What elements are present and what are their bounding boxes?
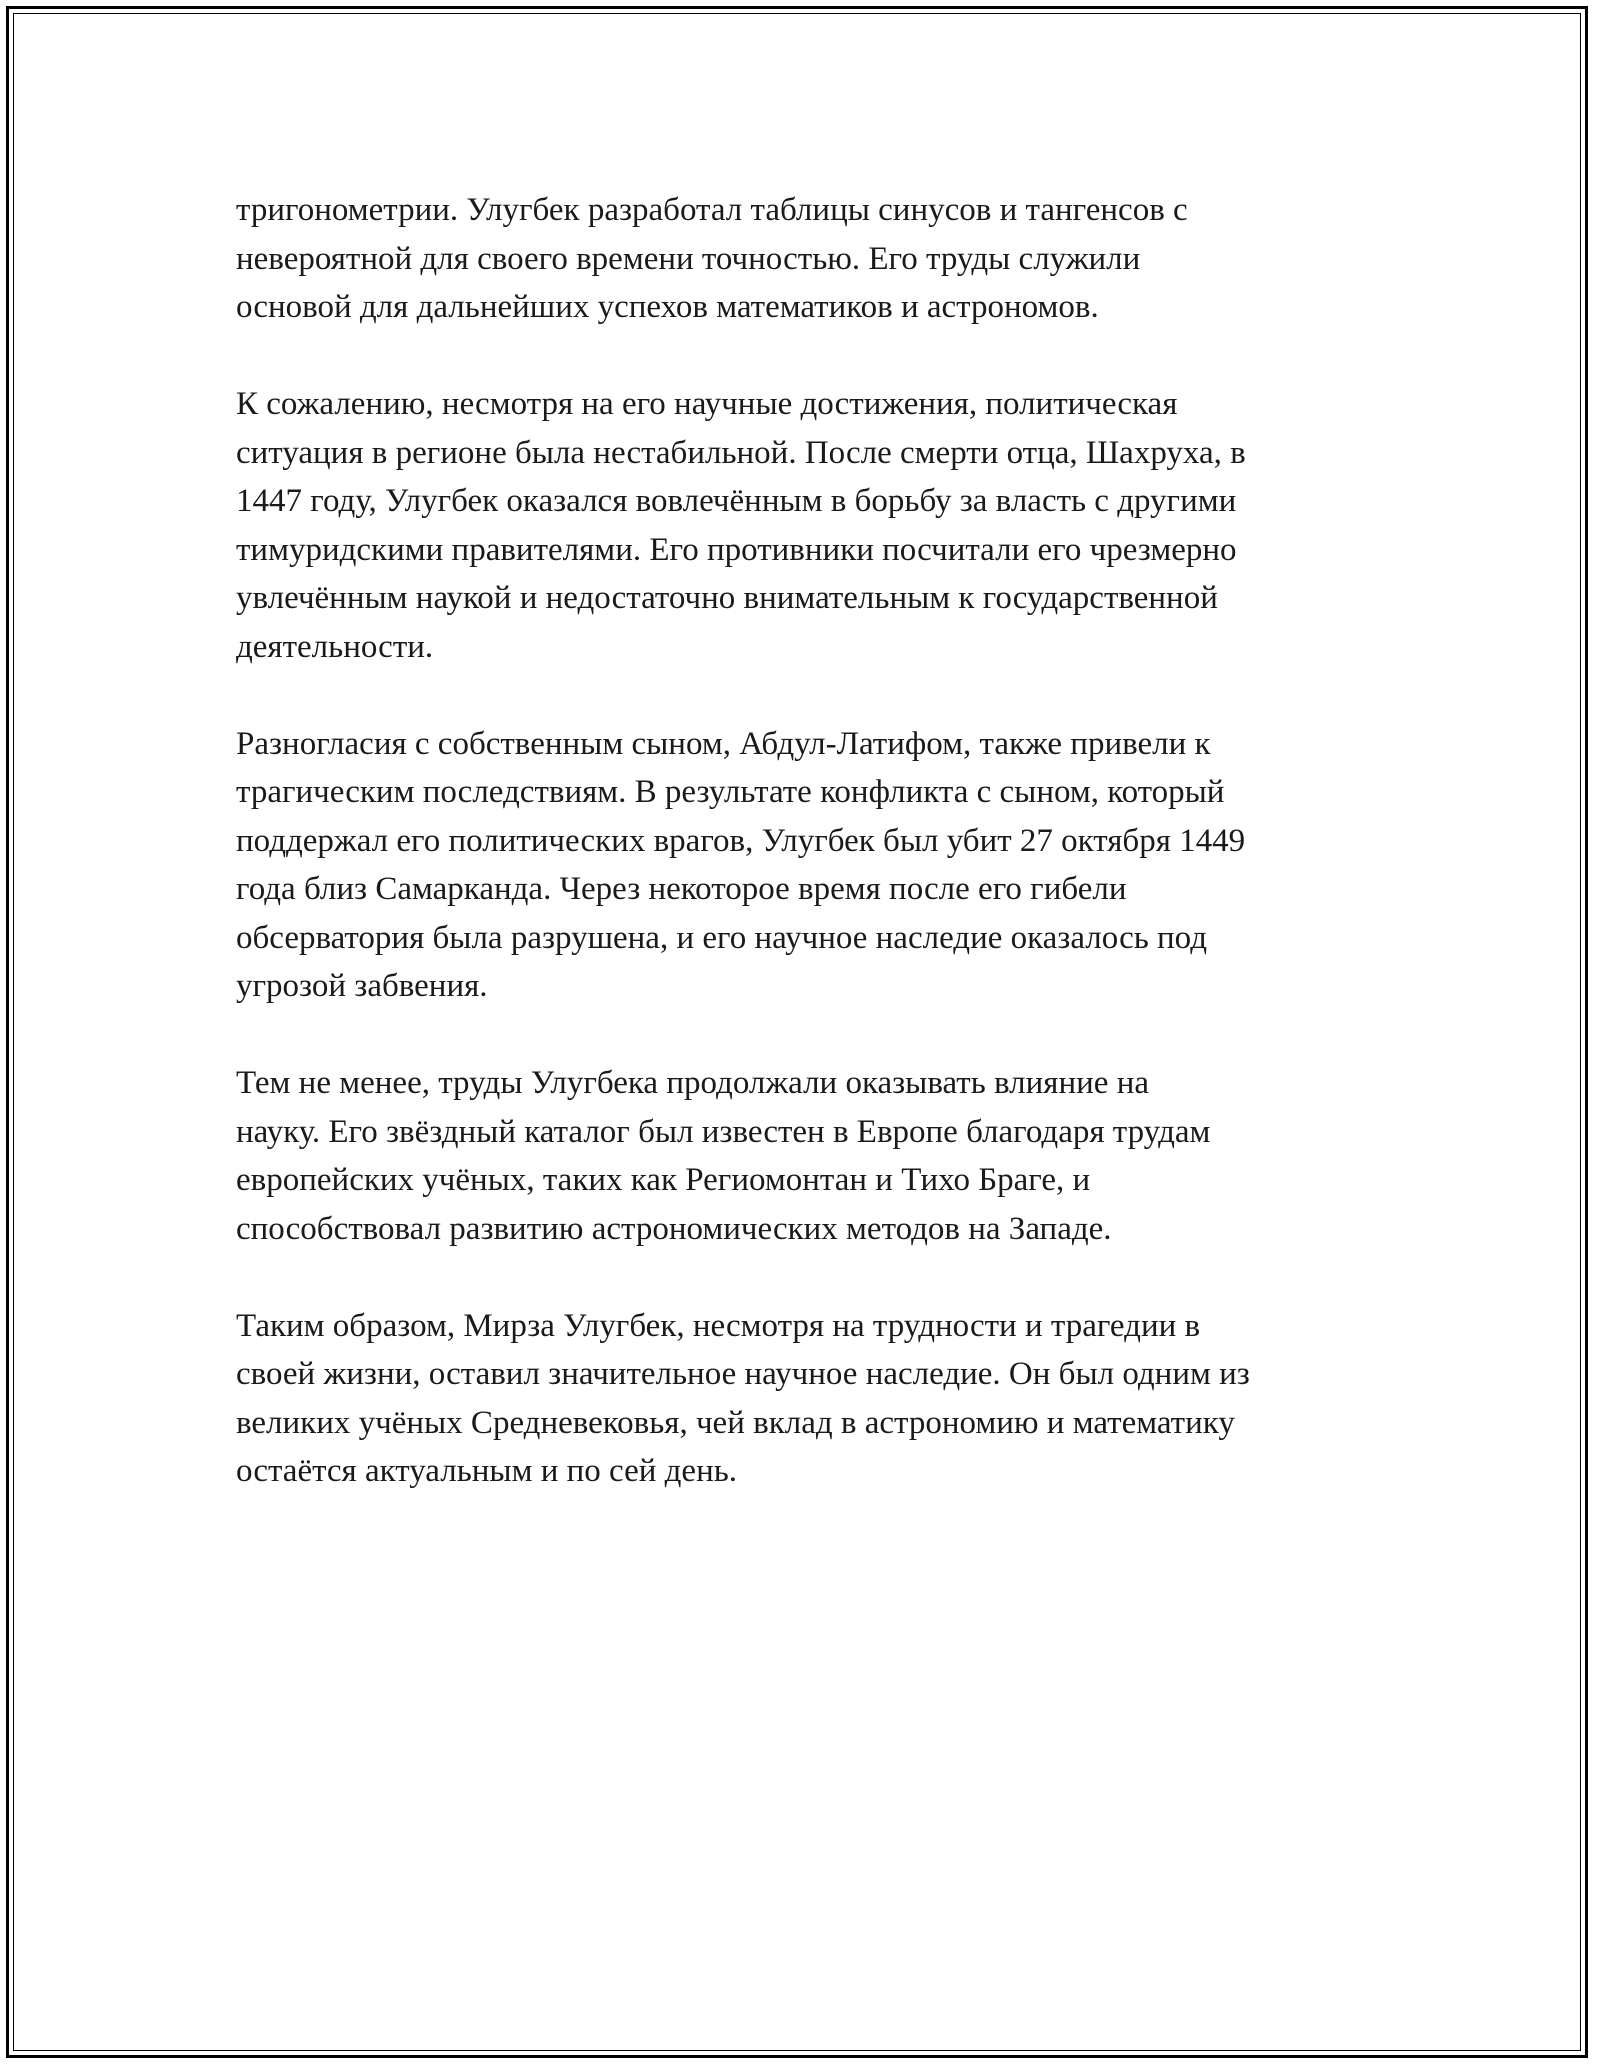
- text-line: тригонометрии. Улугбек разработал таблицы синусов и тангенсов с: [236, 192, 1188, 228]
- text-line: трагическим последствиям. В результате конфликта с сыном, который: [236, 774, 1225, 810]
- text-line: науку. Его звёздный каталог был известен в Европе благодаря трудам: [236, 1113, 1211, 1150]
- text-line: Разногласия с собственным сыном, Абдул-Латифом, также привели к: [236, 725, 1211, 762]
- paragraph-influence: [236, 1059, 1386, 1253]
- text-line: основой для дальнейших успехов математиков и астрономов.: [236, 289, 1099, 325]
- text-line: 1447 году, Улугбек оказался вовлечённым в борьбу за власть с другими: [236, 483, 1237, 519]
- text-line: Таким образом, Мирза Улугбек, несмотря на трудности и трагедии в: [236, 1307, 1201, 1344]
- text-line: поддержал его политических врагов, Улугбек был убит 27 октября 1449: [236, 822, 1246, 859]
- text-line: остаётся актуальным и по сей день.: [236, 1453, 738, 1489]
- text-line: увлечённым наукой и недостаточно внимательным к государственной: [236, 580, 1218, 616]
- text-line: способствовал развитию астрономических методов на Западе.: [236, 1210, 1112, 1247]
- text-line: К сожалению, несмотря на его научные достижения, политическая: [236, 386, 1178, 422]
- text-line: великих учёных Средневековья, чей вклад в астрономию и математику: [236, 1404, 1235, 1441]
- text-line: обсерватория была разрушена, и его научное наследие оказалось под: [236, 919, 1208, 956]
- paragraph-trigonometry: [236, 186, 1386, 332]
- document-body: [236, 186, 1386, 1544]
- paragraph-political-situation: [236, 380, 1386, 671]
- paragraph-conflict-with-son: [236, 720, 1386, 1011]
- text-line: года близ Самарканда. Через некоторое время после его гибели: [236, 871, 1127, 907]
- text-line: Тем не менее, труды Улугбека продолжали оказывать влияние на: [236, 1065, 1149, 1101]
- text-line: своей жизни, оставил значительное научное наследие. Он был одним из: [236, 1356, 1250, 1392]
- text-line: деятельности.: [236, 628, 434, 665]
- text-line: невероятной для своего времени точностью. Его труды служили: [236, 240, 1141, 277]
- text-line: тимуридскими правителями. Его противники посчитали его чрезмерно: [236, 531, 1237, 568]
- paragraph-conclusion: [236, 1302, 1386, 1496]
- text-line: угрозой забвения.: [236, 968, 488, 1004]
- text-line: ситуация в регионе была нестабильной. После смерти отца, Шахруха, в: [236, 434, 1246, 471]
- text-line: европейских учёных, таких как Региомонтан и Тихо Браге, и: [236, 1162, 1091, 1198]
